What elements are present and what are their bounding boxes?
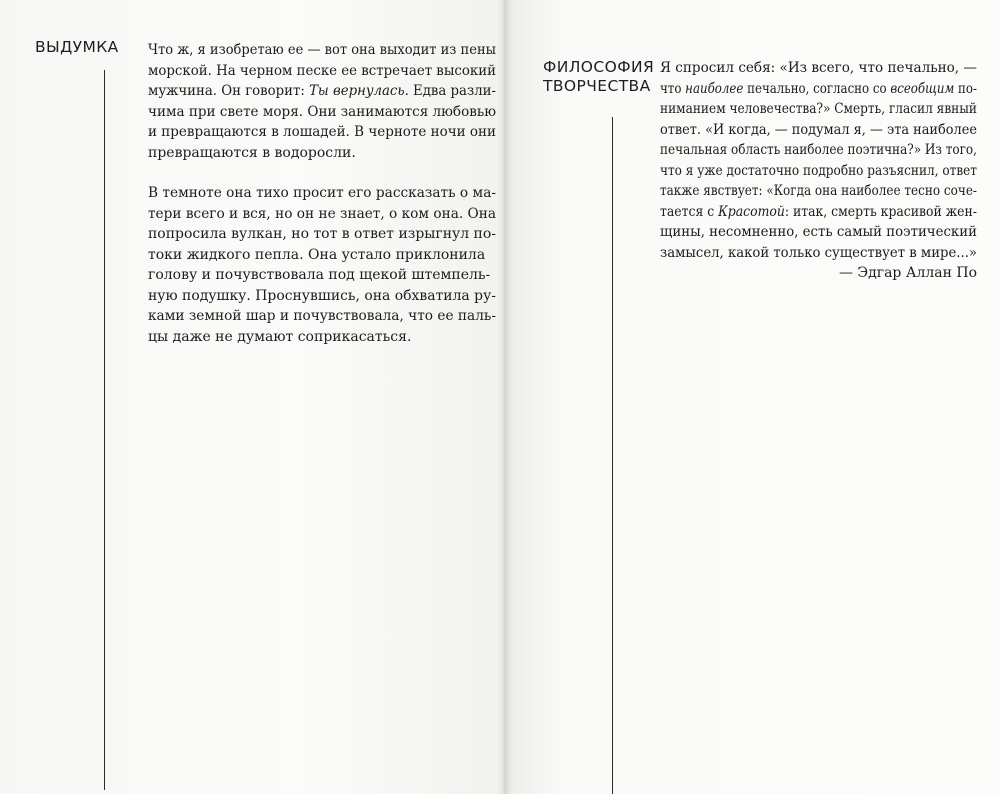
right-page-quote xyxy=(660,58,1000,284)
quote-line: что я уже достаточно подробно разъяснил, ответ xyxy=(660,162,977,179)
quote-line: щины, несомненно, есть самый поэтический xyxy=(660,224,977,240)
text-line: ную подушку. Проснувшись, она обхватила ру- xyxy=(148,287,496,304)
quote-line: Я спросил себя: «Из всего, что печально, — xyxy=(660,60,977,76)
quote-line: ниманием человечества?» Смерть, гласил явный xyxy=(660,101,977,117)
quote-line: тается с Красотой: итак, смерть красивой жен- xyxy=(660,203,977,220)
quote-line: ответ. «И когда, — подумал я, — эта наиболее xyxy=(660,121,977,138)
text-line: токи жидкого пепла. Она устало приклонила xyxy=(148,246,486,263)
text-line: морской. На черном песке ее встречает высокий xyxy=(148,62,496,79)
text-line: чима при свете моря. Они занимаются любовью xyxy=(148,103,496,120)
left-page-heading: ВЫДУМКА xyxy=(35,38,119,56)
text-line: попросила вулкан, но тот в ответ изрыгнул по- xyxy=(148,226,496,242)
text-line: и превращаются в лошадей. В черноте ночи они xyxy=(148,124,496,140)
right-vertical-rule xyxy=(612,117,613,794)
left-paragraph-1 xyxy=(148,40,503,163)
text-line: ками земной шар и почувствовала, что ее паль- xyxy=(148,308,496,324)
heading-line: ТВОРЧЕСТВА xyxy=(543,77,651,95)
text-line: голову и почувствовала под щекой штемпель- xyxy=(148,267,491,283)
text-line: тери всего и вся, но он не знает, о ком она. Она xyxy=(148,205,496,222)
text-line: В темноте она тихо просит его рассказать о ма- xyxy=(148,185,496,201)
right-page xyxy=(503,0,1000,794)
quote-line: замысел, какой только существует в мире...» xyxy=(660,244,977,261)
book-gutter-shadow xyxy=(496,0,512,794)
text-line: превращаются в водоросли. xyxy=(148,144,356,161)
left-paragraph-2 xyxy=(148,183,503,347)
right-page-heading xyxy=(543,58,654,96)
quote-line: что наиболее печально, согласно со всеобщим по- xyxy=(660,80,977,97)
heading-line: ФИЛОСОФИЯ xyxy=(543,58,655,76)
italic-phrase: всеобщим xyxy=(890,80,955,97)
quote-line: печальная область наиболее поэтична?» Из того, xyxy=(660,142,977,158)
text-line: Что ж, я изобретаю ее — вот она выходит из пены xyxy=(148,42,496,58)
italic-phrase: наиболее xyxy=(685,80,744,97)
quote-attribution: — Эдгар Аллан По xyxy=(838,265,977,281)
italic-phrase: Ты вернулась xyxy=(309,83,405,99)
left-page-text xyxy=(148,40,503,347)
text-line: цы даже не думают соприкасаться. xyxy=(148,328,412,345)
left-vertical-rule xyxy=(104,70,105,790)
italic-phrase: Красотой xyxy=(718,203,785,220)
text-line: мужчина. Он говорит: Ты вернулась. Едва разли- xyxy=(148,83,496,99)
quote-line: также явствует: «Когда она наиболее тесно соче- xyxy=(660,183,977,199)
